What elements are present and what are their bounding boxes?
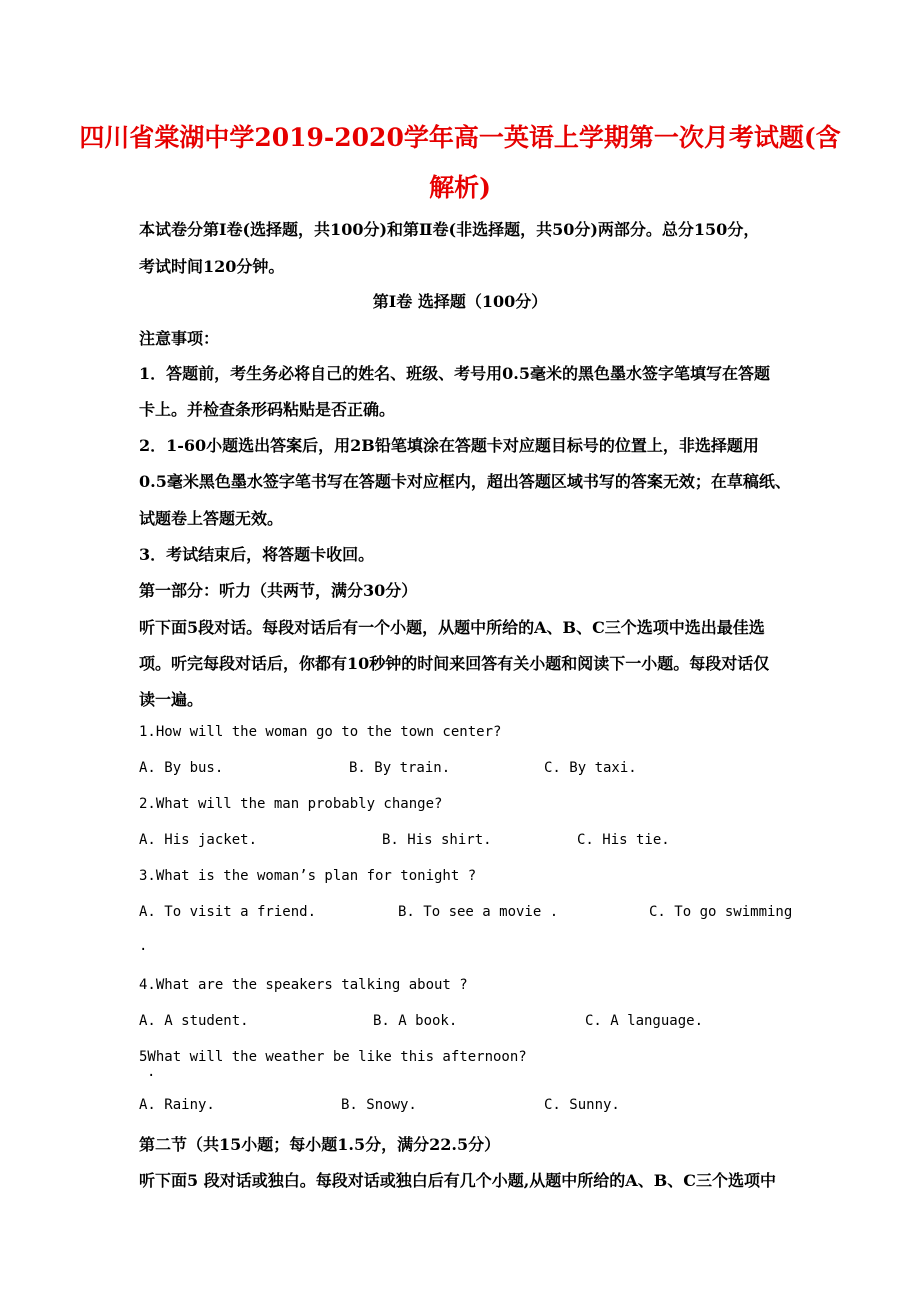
intro-line-1: 本试卷分第Ⅰ卷(选择题，共100分)和第Ⅱ卷(非选择题，共50分)两部分。总分150分， (139, 220, 760, 239)
intro-line-2: 考试时间120分钟。 (139, 257, 285, 276)
question-4-option-a: A. A student. (139, 1013, 249, 1029)
question-4-option-c: C. A language. (585, 1013, 704, 1029)
question-4-option-b: B. A book. (373, 1013, 458, 1029)
question-1-option-b: B. By train. (349, 760, 451, 776)
question-5-option-a: A. Rainy. (139, 1097, 215, 1113)
part1-instruction-line-1: 听下面5段对话。每段对话后有一个小题，从题中所给的A、B、C三个选项中选出最佳选 (139, 618, 765, 637)
question-5-text: 5What will the weather be like this afternoon? (139, 1049, 527, 1065)
question-2-option-b: B. His shirt. (382, 832, 492, 848)
notes-item-1-line-1: 1．答题前，考生务必将自己的姓名、班级、考号用0.5毫米的黑色墨水签字笔填写在答题 (139, 364, 770, 383)
question-5-stray-dot: . (147, 1064, 156, 1080)
part1-instruction-line-2: 项。听完每段对话后，你都有10秒钟的时间来回答有关小题和阅读下一小题。每段对话仅 (139, 654, 770, 673)
notes-heading: 注意事项： (139, 329, 220, 348)
part1-heading: 第一部分：听力（共两节，满分30分） (139, 581, 418, 600)
question-1-text: 1.How will the woman go to the town center? (139, 724, 502, 740)
question-3-trailing-period: . (139, 938, 148, 954)
document-title-line-2: 解析) (429, 173, 491, 202)
notes-item-2-line-1: 2．1-60小题选出答案后，用2B铅笔填涂在答题卡对应题目标号的位置上，非选择题用 (139, 436, 759, 455)
question-1-option-c: C. By taxi. (544, 760, 637, 776)
document-title-line-1: 四川省棠湖中学2019-2020学年高一英语上学期第一次月考试题(含 (79, 123, 841, 152)
notes-item-3: 3．考试结束后，将答题卡收回。 (139, 545, 375, 564)
section2-heading: 第二节（共15小题；每小题1.5分，满分22.5分） (139, 1135, 501, 1154)
question-3-text: 3.What is the woman’s plan for tonight ? (139, 868, 477, 884)
question-4-text: 4.What are the speakers talking about ? (139, 977, 468, 993)
notes-item-2-line-3: 试题卷上答题无效。 (139, 509, 284, 528)
section1-heading: 第Ⅰ卷 选择题（100分） (372, 292, 548, 311)
question-2-option-a: A. His jacket. (139, 832, 258, 848)
question-3-option-c: C. To go swimming (649, 904, 793, 920)
question-1-option-a: A. By bus. (139, 760, 224, 776)
part1-instruction-line-3: 读一遍。 (139, 690, 204, 709)
question-5-option-b: B. Snowy. (341, 1097, 417, 1113)
notes-item-1-line-2: 卡上。并检查条形码粘贴是否正确。 (139, 400, 396, 419)
notes-item-2-line-2: 0.5毫米黑色墨水签字笔书写在答题卡对应框内，超出答题区域书写的答案无效；在草稿纸、 (139, 472, 791, 491)
question-3-option-b: B. To see a movie . (398, 904, 559, 920)
question-5-option-c: C. Sunny. (544, 1097, 620, 1113)
section2-instruction-line-1: 听下面5 段对话或独白。每段对话或独白后有几个小题,从题中所给的A、B、C三个选项中 (139, 1171, 776, 1190)
question-3-option-a: A. To visit a friend. (139, 904, 317, 920)
question-2-option-c: C. His tie. (577, 832, 670, 848)
question-2-text: 2.What will the man probably change? (139, 796, 443, 812)
